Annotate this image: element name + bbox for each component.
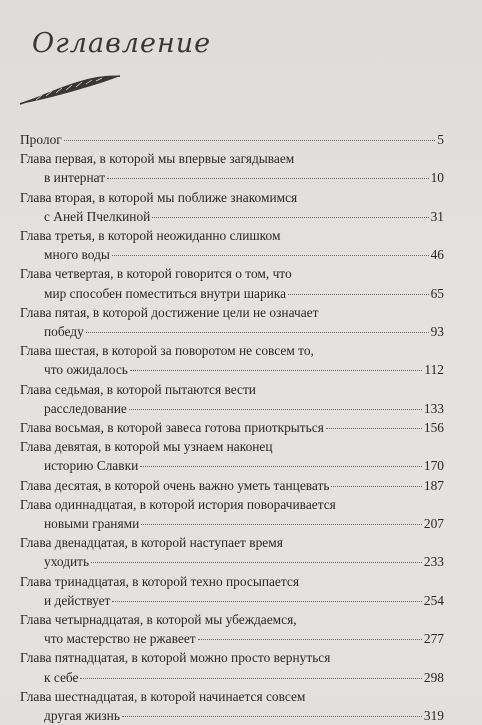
toc-entry[interactable] bbox=[20, 188, 444, 226]
toc-entry[interactable] bbox=[20, 264, 444, 302]
toc-entry-line bbox=[20, 552, 444, 571]
toc-entry[interactable] bbox=[20, 476, 444, 495]
toc-entry-title: расследование bbox=[44, 400, 127, 416]
toc-page-number: 31 bbox=[430, 208, 444, 224]
dot-leader bbox=[288, 294, 429, 295]
toc-entry-title: историю Славки bbox=[44, 458, 139, 474]
dot-leader bbox=[152, 217, 428, 218]
toc-entry-title: другая жизнь bbox=[44, 708, 120, 724]
toc-entry-line bbox=[20, 207, 444, 226]
toc-page-number: 112 bbox=[424, 362, 444, 378]
toc-entry-title: Глава шестая, в которой за поворотом не совсем то, bbox=[20, 343, 314, 359]
toc-entry-line bbox=[20, 303, 444, 322]
toc-page-number: 93 bbox=[430, 324, 444, 340]
toc-entry-title: Глава седьмая, в которой пытаются вести bbox=[20, 381, 256, 397]
dot-leader bbox=[331, 486, 421, 487]
toc-entry-title: Пролог bbox=[20, 132, 62, 147]
toc-entry[interactable] bbox=[20, 418, 444, 437]
toc-entry-line bbox=[20, 591, 444, 610]
toc-entry-line bbox=[20, 610, 444, 629]
toc-entry-line bbox=[20, 456, 444, 475]
toc-entry[interactable] bbox=[20, 149, 444, 187]
toc-entry-line bbox=[20, 149, 444, 168]
toc-page-number: 233 bbox=[423, 554, 444, 570]
toc-entry-title: Глава первая, в которой мы впервые загядываем bbox=[20, 151, 295, 167]
toc-entry[interactable] bbox=[20, 495, 444, 533]
toc-entry-title: Глава пятая, в которой достижение цели не означает bbox=[20, 304, 319, 320]
toc-page-number: 277 bbox=[423, 631, 444, 647]
toc-entry-title: в интернат bbox=[44, 170, 106, 186]
toc-entry-line bbox=[20, 572, 444, 591]
toc-entry[interactable] bbox=[20, 380, 444, 418]
toc-page-number: 46 bbox=[430, 247, 444, 263]
toc-page-number: 170 bbox=[423, 458, 444, 474]
toc-entry-line bbox=[20, 437, 444, 456]
toc-entry[interactable] bbox=[20, 437, 444, 475]
toc-entry-line bbox=[20, 476, 444, 495]
toc-entry-line bbox=[20, 629, 444, 648]
toc-entry-title: Глава десятая, в которой очень важно уметь танцевать bbox=[20, 477, 330, 493]
toc-entry-line bbox=[20, 495, 444, 514]
toc-entry-title: Глава восьмая, в которой завеса готова приоткрыться bbox=[20, 420, 324, 436]
toc-entry[interactable] bbox=[20, 648, 444, 686]
toc-entry[interactable] bbox=[20, 572, 444, 610]
toc-entry-title: Глава четвертая, в которой говорится о том, что bbox=[20, 266, 292, 282]
toc-page-number: 10 bbox=[430, 170, 444, 186]
toc-entry[interactable] bbox=[20, 687, 444, 725]
toc-entry[interactable] bbox=[20, 130, 444, 149]
toc-entry-title: Глава шестнадцатая, в которой начинается совсем bbox=[20, 688, 306, 704]
toc-entry-title: что мастерство не ржавеет bbox=[44, 631, 196, 647]
toc-entry-line bbox=[20, 706, 444, 725]
dot-leader bbox=[64, 140, 436, 141]
toc-entry-title: уходить bbox=[44, 554, 90, 570]
toc-entry-line bbox=[20, 668, 444, 687]
toc-page-number: 319 bbox=[423, 708, 444, 724]
toc-entry-line bbox=[20, 168, 444, 187]
toc-entry-title: Глава двенадцатая, в которой наступает время bbox=[20, 535, 283, 551]
toc-entry[interactable] bbox=[20, 533, 444, 571]
toc-entry-title: Глава тринадцатая, в которой техно просыпается bbox=[20, 573, 299, 589]
dot-leader bbox=[112, 601, 421, 602]
toc-entry-line bbox=[20, 380, 444, 399]
toc-entry-line bbox=[20, 284, 444, 303]
toc-entry-line bbox=[20, 188, 444, 207]
toc-entry-line bbox=[20, 360, 444, 379]
feather-icon bbox=[18, 74, 122, 108]
toc-entry-line bbox=[20, 264, 444, 283]
dot-leader bbox=[129, 409, 422, 410]
toc-entry-line bbox=[20, 130, 444, 149]
toc-entry-line bbox=[20, 648, 444, 667]
dot-leader bbox=[112, 255, 429, 256]
toc-entry-line bbox=[20, 226, 444, 245]
toc-page-number: 133 bbox=[423, 400, 444, 416]
toc-entry-title: Глава четырнадцатая, в которой мы убеждаемся, bbox=[20, 612, 297, 628]
toc-entry-line bbox=[20, 322, 444, 341]
toc-entry-title: Глава одиннадцатая, в которой история поворачивается bbox=[20, 496, 336, 512]
toc-entry-title: Глава вторая, в которой мы поближе знакомимся bbox=[20, 189, 298, 205]
toc-entry[interactable] bbox=[20, 610, 444, 648]
toc-entry-line bbox=[20, 399, 444, 418]
toc-entry[interactable] bbox=[20, 303, 444, 341]
toc-entry[interactable] bbox=[20, 341, 444, 379]
toc-entry-title: что ожидалось bbox=[44, 362, 128, 378]
toc-page-number: 254 bbox=[423, 592, 444, 608]
toc-entry-title: Глава третья, в которой неожиданно слишком bbox=[20, 228, 281, 244]
dot-leader bbox=[130, 370, 423, 371]
dot-leader bbox=[91, 562, 422, 563]
table-of-contents bbox=[20, 130, 444, 725]
dot-leader bbox=[141, 524, 422, 525]
toc-entry-line bbox=[20, 341, 444, 360]
toc-entry-title: Глава девятая, в которой мы узнаем наконец bbox=[20, 439, 273, 455]
toc-entry-title: Глава пятнадцатая, в которой можно просто вернуться bbox=[20, 650, 331, 666]
dot-leader bbox=[107, 178, 429, 179]
dot-leader bbox=[122, 716, 422, 717]
toc-entry-line bbox=[20, 687, 444, 706]
toc-page-number: 298 bbox=[423, 669, 444, 685]
toc-entry-title: к себе bbox=[44, 669, 79, 685]
toc-entry-title: новыми гранями bbox=[44, 516, 140, 532]
toc-entry-line bbox=[20, 418, 444, 437]
page-title: Оглавление bbox=[32, 28, 212, 59]
toc-page-number: 207 bbox=[423, 516, 444, 532]
toc-entry-line bbox=[20, 245, 444, 264]
toc-page-number: 156 bbox=[423, 420, 444, 436]
toc-entry-title: победу bbox=[44, 324, 84, 340]
dot-leader bbox=[86, 332, 429, 333]
toc-entry-line bbox=[20, 514, 444, 533]
toc-entry-title: много воды bbox=[44, 247, 110, 263]
dot-leader bbox=[80, 678, 421, 679]
dot-leader bbox=[198, 639, 422, 640]
toc-page-number: 5 bbox=[437, 132, 444, 147]
toc-entry-title: мир способен поместиться внутри шарика bbox=[44, 285, 287, 301]
toc-entry[interactable] bbox=[20, 226, 444, 264]
toc-page-number: 65 bbox=[430, 285, 444, 301]
dot-leader bbox=[140, 466, 422, 467]
toc-entry-title: с Аней Пчелкиной bbox=[44, 208, 151, 224]
toc-entry-title: и действует bbox=[44, 592, 111, 608]
dot-leader bbox=[326, 428, 422, 429]
toc-page-number: 187 bbox=[423, 477, 444, 493]
toc-entry-line bbox=[20, 533, 444, 552]
